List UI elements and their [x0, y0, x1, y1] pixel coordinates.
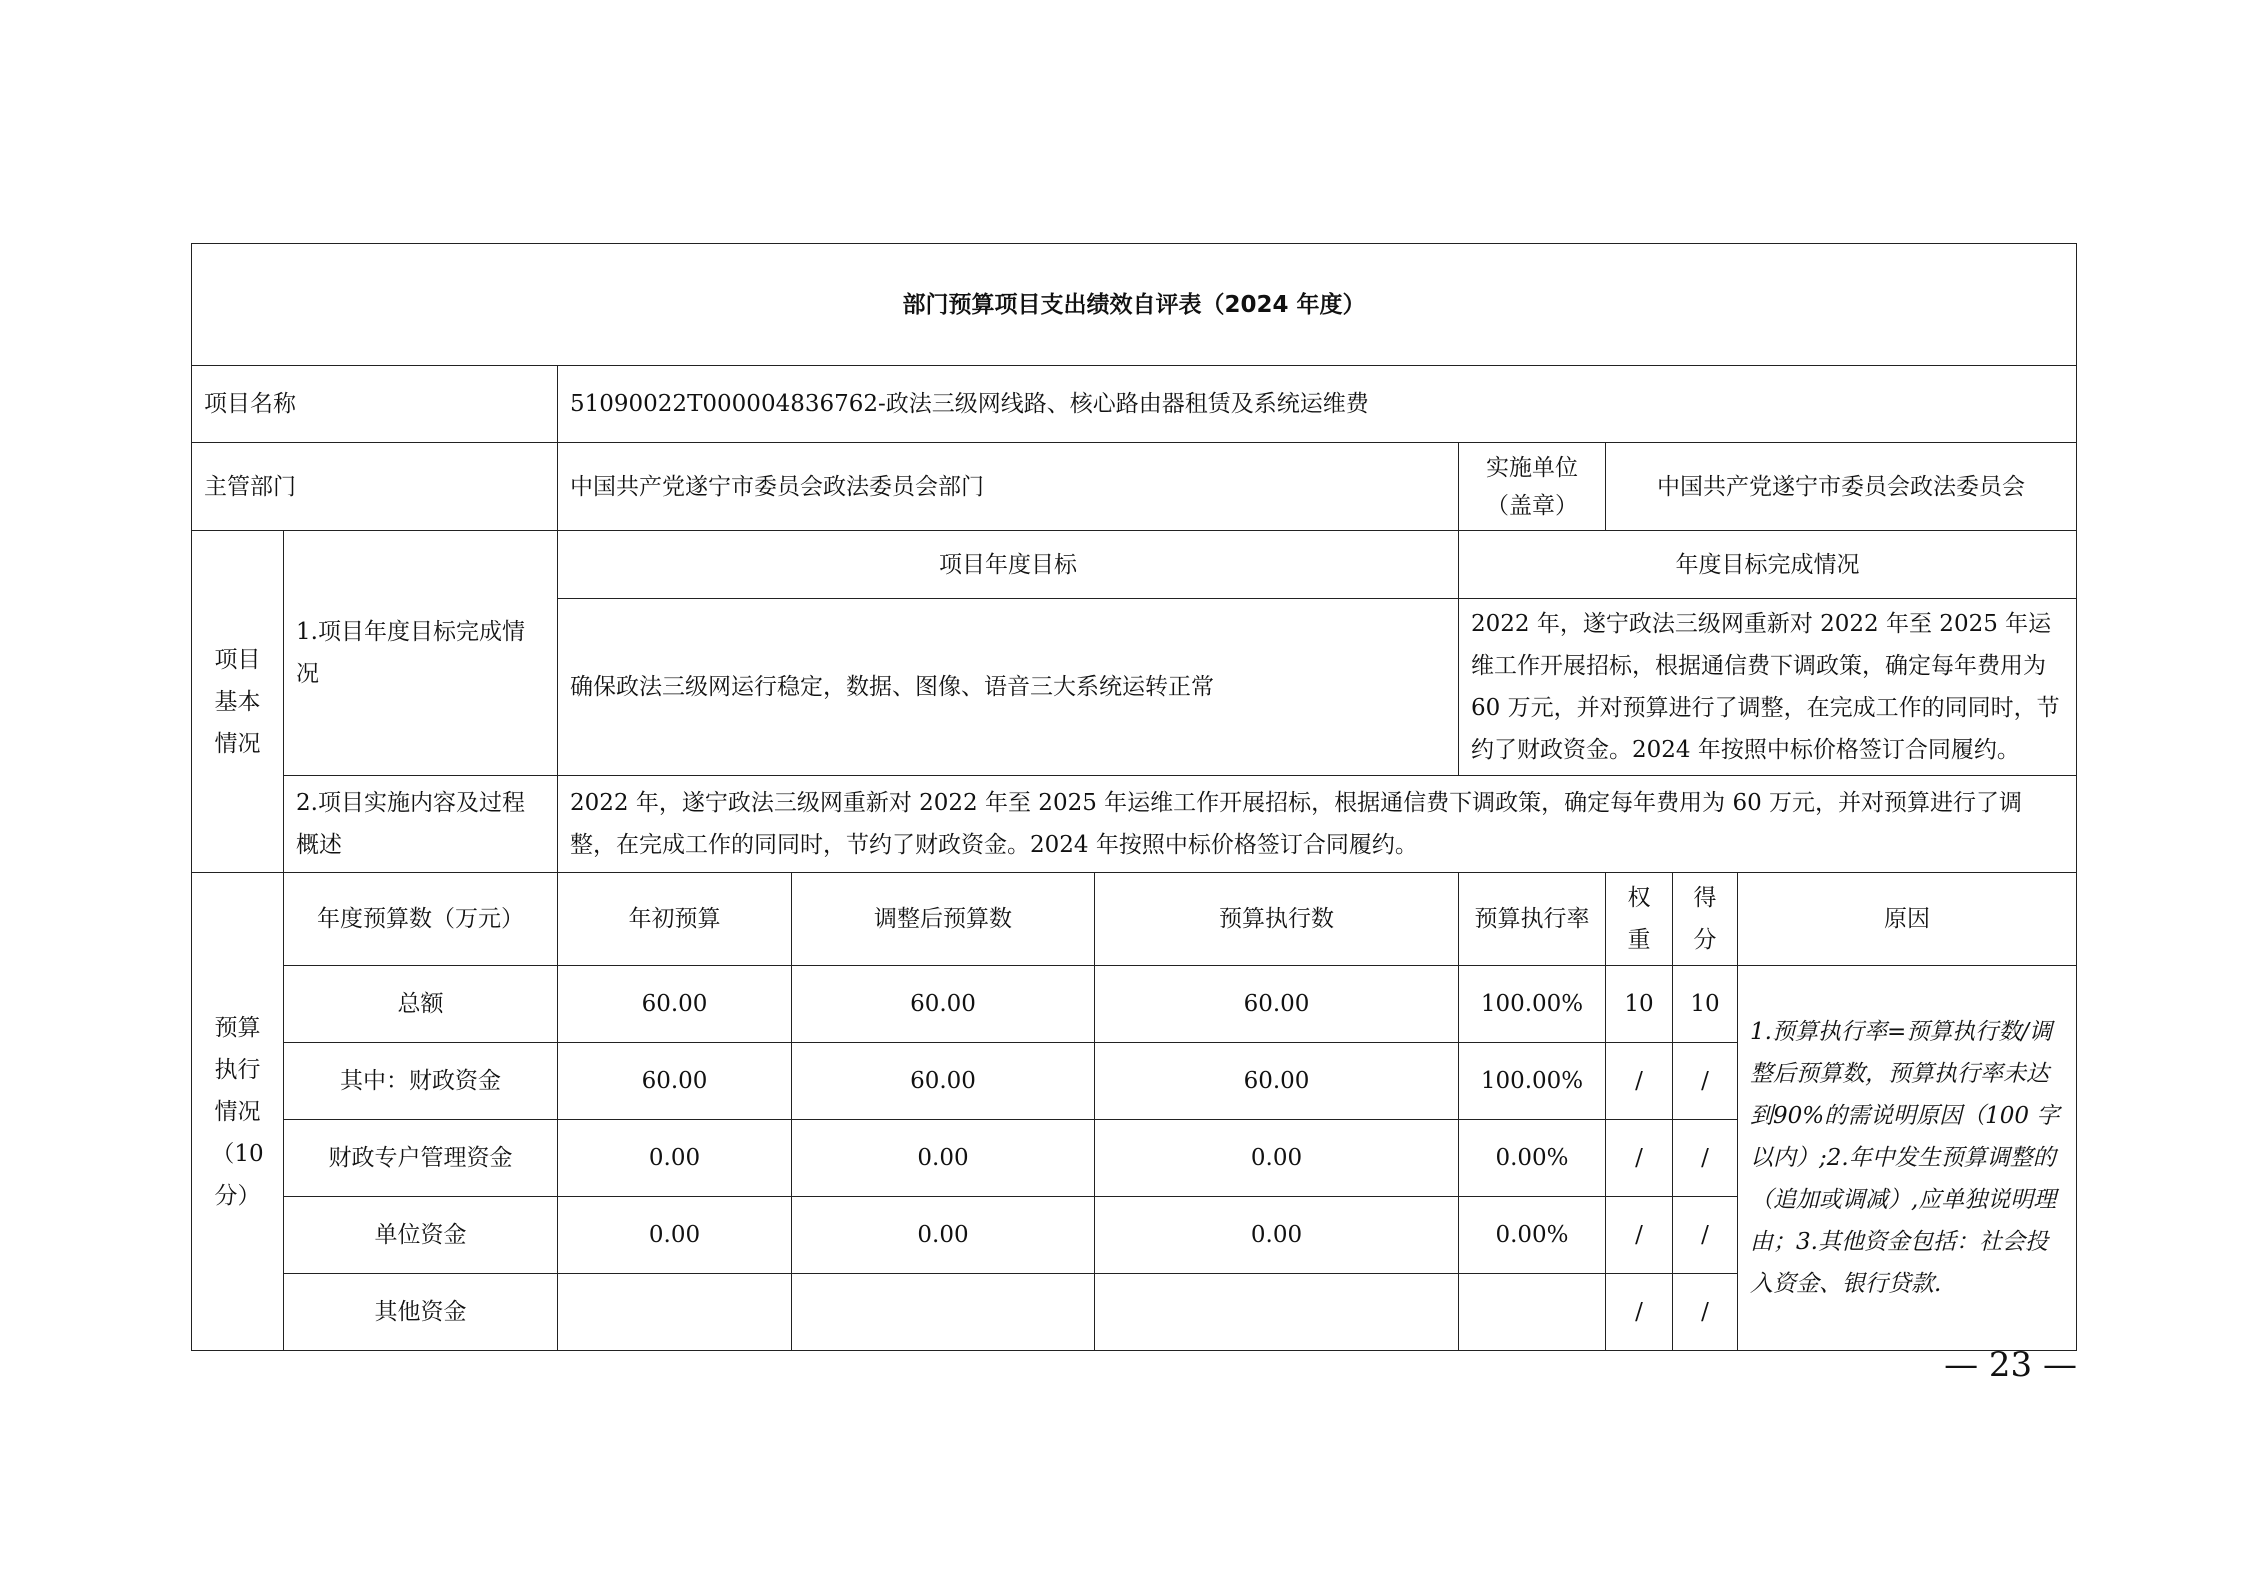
- row-score: /: [1673, 1197, 1738, 1274]
- row-adjusted: 0.00: [792, 1120, 1095, 1197]
- row-initial: 60.00: [558, 966, 792, 1043]
- col-header-adjusted: 调整后预算数: [792, 873, 1095, 966]
- completion-header: 年度目标完成情况: [1459, 531, 2077, 599]
- goal-completion-label: 1.项目年度目标完成情况: [284, 531, 558, 776]
- col-header-item: 年度预算数（万元）: [284, 873, 558, 966]
- page-title: 部门预算项目支出绩效自评表（2024 年度）: [192, 244, 2077, 366]
- impl-unit-value: 中国共产党遂宁市委员会政法委员会: [1606, 443, 2077, 531]
- col-header-score: 得分: [1673, 873, 1738, 966]
- row-adjusted: 60.00: [792, 1043, 1095, 1120]
- annual-goal-value: 确保政法三级网运行稳定，数据、图像、语音三大系统运转正常: [558, 599, 1459, 776]
- competent-dept-value: 中国共产党遂宁市委员会政法委员会部门: [558, 443, 1459, 531]
- row-adjusted: [792, 1274, 1095, 1351]
- row-executed: 60.00: [1095, 966, 1459, 1043]
- row-item: 单位资金: [284, 1197, 558, 1274]
- row-rate: 100.00%: [1459, 966, 1606, 1043]
- completion-value: 2022 年，遂宁政法三级网重新对 2022 年至 2025 年运维工作开展招标，根据通信费下调政策，确定每年费用为 60 万元，并对预算进行了调整，在完成工作的同同时，节约了财政资金。2024 年按照中标价格签订合同履约。: [1459, 599, 2077, 776]
- impl-content-label: 2.项目实施内容及过程概述: [284, 776, 558, 873]
- row-weight: /: [1606, 1197, 1673, 1274]
- project-name-value: 51090022T000004836762-政法三级网线路、核心路由器租赁及系统运维费: [558, 366, 2077, 443]
- project-basic-label: 项目基本情况: [192, 531, 284, 873]
- row-weight: 10: [1606, 966, 1673, 1043]
- page-number: — 23 —: [1944, 1345, 2077, 1385]
- row-adjusted: 60.00: [792, 966, 1095, 1043]
- row-score: /: [1673, 1043, 1738, 1120]
- row-score: 10: [1673, 966, 1738, 1043]
- impl-content-value: 2022 年，遂宁政法三级网重新对 2022 年至 2025 年运维工作开展招标，根据通信费下调政策，确定每年费用为 60 万元，并对预算进行了调整，在完成工作的同同时，节约了财政资金。2024 年按照中标价格签订合同履约。: [558, 776, 2077, 873]
- row-adjusted: 0.00: [792, 1197, 1095, 1274]
- col-header-executed: 预算执行数: [1095, 873, 1459, 966]
- row-weight: /: [1606, 1274, 1673, 1351]
- impl-unit-label: 实施单位（盖章）: [1459, 443, 1606, 531]
- row-initial: 0.00: [558, 1120, 792, 1197]
- row-initial: [558, 1274, 792, 1351]
- row-item: 其他资金: [284, 1274, 558, 1351]
- project-name-label: 项目名称: [192, 366, 558, 443]
- col-header-rate: 预算执行率: [1459, 873, 1606, 966]
- annual-goal-header: 项目年度目标: [558, 531, 1459, 599]
- row-executed: 0.00: [1095, 1197, 1459, 1274]
- row-weight: /: [1606, 1043, 1673, 1120]
- row-score: /: [1673, 1120, 1738, 1197]
- row-rate: [1459, 1274, 1606, 1351]
- row-initial: 60.00: [558, 1043, 792, 1120]
- row-item: 总额: [284, 966, 558, 1043]
- budget-exec-label: 预算执行情况（10分）: [192, 873, 284, 1351]
- row-executed: [1095, 1274, 1459, 1351]
- col-header-weight: 权重: [1606, 873, 1673, 966]
- row-initial: 0.00: [558, 1197, 792, 1274]
- row-executed: 0.00: [1095, 1120, 1459, 1197]
- row-weight: /: [1606, 1120, 1673, 1197]
- row-score: /: [1673, 1274, 1738, 1351]
- row-rate: 0.00%: [1459, 1197, 1606, 1274]
- row-item: 其中：财政资金: [284, 1043, 558, 1120]
- row-item: 财政专户管理资金: [284, 1120, 558, 1197]
- reason-note: 1.预算执行率=预算执行数/调整后预算数，预算执行率未达到90%的需说明原因（100 字以内）;2.年中发生预算调整的（追加或调减）,应单独说明理由；3.其他资金包括：社会投入资金、银行贷款.: [1738, 966, 2077, 1351]
- col-header-reason: 原因: [1738, 873, 2077, 966]
- row-rate: 100.00%: [1459, 1043, 1606, 1120]
- col-header-initial: 年初预算: [558, 873, 792, 966]
- performance-evaluation-table: [191, 243, 2077, 1351]
- row-rate: 0.00%: [1459, 1120, 1606, 1197]
- table-row: [192, 966, 2077, 1043]
- row-executed: 60.00: [1095, 1043, 1459, 1120]
- competent-dept-label: 主管部门: [192, 443, 558, 531]
